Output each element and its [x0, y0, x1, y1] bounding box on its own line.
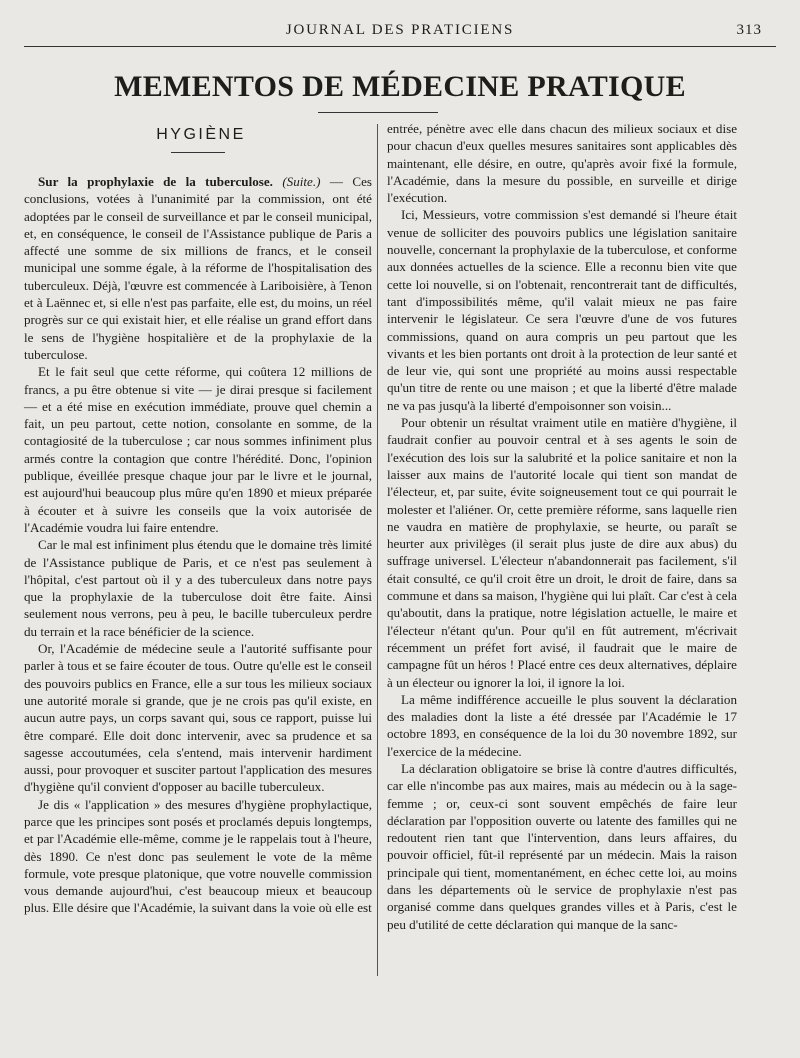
subheading: Sur la prophylaxie de la tuberculose.: [38, 174, 273, 189]
subheading-dash: —: [320, 174, 343, 189]
section-rule: [171, 152, 225, 153]
running-header: [24, 16, 776, 47]
left-column: [24, 120, 372, 917]
paragraph: entrée, pénètre avec elle dans chacun des milieux sociaux et dise pour chacun d'eux quelles mesures sanitaires sont applicables dès maintenant, elle désire, en outre, qu'après avoir fixé la formule, l'Académie, dans la mesure du possible, en surveille et dirige l'exécution.: [387, 121, 737, 206]
paragraph: Pour obtenir un résultat vraiment utile en matière d'hygiène, il faudrait confier au pouvoir central et à ses agents le soin de l'exécution des lois sur la salubrité et la police sanitaire et non la laisser aux mains de l'autorité locale qui tient son mandat de l'électeur, et, par suite, évite soigneusement tout ce qui pourrait le molester et l'aliéner. Or, cette première réforme, sans laquelle rien ne vaudra en matière de prophylaxie, se heurte, ou paraît se heurter aux privilèges (il serait plus juste de dire aux abus) du suffrage universel. L'électeur n'abandonnerait pas facilement, s'il était consulté, ce qu'il croit être un droit, le droit de faire, dans sa commune et dans sa maison, l'hygiène qui lui plaît. Car c'est à cela qu'aboutit, dans la pratique, notre législation actuelle, le maire et l'électeur n'étant qu'un. Pour qu'il en fût autrement, m'écrivait récemment un préfet fort avisé, il faudrait que le maire de campagne fût un héros ! Placé entre ces deux alternatives, déplaire à un électeur ou ignorer la loi, il ignore la loi.: [387, 415, 737, 690]
paragraph: Car le mal est infiniment plus étendu que le domaine très limité de l'Assistance publique de Paris, et ce n'est pas seulement à l'hôpital, c'est partout où il y a des tuberculeux dans notre pays que la prophylaxie de la tuberculose doit être faite. Ainsi seulement nous verrons, peu à peu, le bacille tuberculeux perdre du terrain et la race bénéficier de la science.: [24, 537, 372, 639]
subheading-suite: (Suite.): [282, 174, 321, 189]
journal-title: JOURNAL DES PRATICIENS: [285, 22, 515, 38]
section-title: HYGIÈNE: [156, 126, 246, 143]
page-title: MEMENTOS DE MÉDECINE PRATIQUE: [114, 70, 686, 103]
title-rule: [318, 112, 438, 113]
first-paragraph: [24, 173, 372, 363]
paragraph: La déclaration obligatoire se brise là contre d'autres difficultés, car elle n'incombe pas aux maires, mais au médecin ou à la sage-femme ; or, ceux-ci sont souvent empêchés de faire leur déclaration par l'opposition ouverte ou latente des familles qui ne redoutent rien tant que l'intervention, dans leurs affaires, du pouvoir officiel, fût-il représenté par un médecin. Mais la raison principale qui tient, momentanément, en échec cette loi, au moins dans les départements où le service de prophylaxie n'est pas organisé comme dans quelques grandes villes et à Paris, c'est le peu d'utilité de cette déclaration qui manque de la sanc-: [387, 760, 737, 932]
page-number: 313: [736, 22, 762, 38]
paragraph: Je dis « l'application » des mesures d'hygiène prophylactique, parce que les principes sont posés et proclamés depuis longtemps, et par l'Académie elle-même, comme je le rappelais tout à l'heure, dès 1890. Ce n'est donc pas seulement le vote de la même formule, vote presque platonique, que votre nouvelle commission vous demande aujourd'hui, c'est beaucoup mieux et beaucoup plus. Elle désire que l'Académie, la suivant dans la voie où elle est: [24, 796, 372, 916]
first-paragraph-text: Ces conclusions, votées à l'unanimité par la commission, ont été adoptées par le conseil de surveillance et par le conseil municipal, et, en conséquence, le conseil de l'Assistance publique de Paris a affecté une somme de six millions de francs, et le conseil municipal une somme égale, à la réforme de l'hospitalisation des tuberculeux. Déjà, l'œuvre est commencée à Lariboisière, à Tenon et à Laënnec et, si elle n'est pas parfaite, elle est, du moins, un réel progrès sur ce qui existait hier, et elle réalise un grand effort dans le sens de l'hygiène hospitalière et de la prophylaxie de la tuberculose.: [24, 174, 372, 362]
paragraph: Or, l'Académie de médecine seule a l'autorité suffisante pour parler à tous et se faire écouter de tous. Outre qu'elle est le conseil des pouvoirs publics en France, elle a sur tous les milieux sociaux une autorité morale si grande, que je ne crois pas qu'il existe, en aucun autre pays, un corps savant qui, sous ce rapport, puisse lui être comparé. Elle doit donc intervenir, avec sa prudence et sa sagesse accoutumées, cela s'entend, mais intervenir hardiment aussi, pour provoquer et susciter partout l'application des mesures d'hygiène qu'il convient d'opposer au bacille tuberculeux.: [24, 641, 372, 795]
paragraph: Ici, Messieurs, votre commission s'est demandé si l'heure était venue de solliciter des pouvoirs publics une législation sanitaire nouvelle, concernant la prophylaxie de la tuberculose, et conforme aux données actuelles de la science. Elle a reconnu bien vite que cette loi nouvelle, si on l'obtenait, rencontrerait tant de difficultés, tant d'impossibilités même, qu'il valait mieux ne pas faire intervenir le législateur. Ce sera l'œuvre d'une de vos futures commissions, quand on aura compris un peu partout que les vivants et les bien portants ont droit à la protection de leur santé et de leur vie, qui sont une propriété au moins aussi respectable qu'un titre de rente ou une maison ; et que la liberté d'être malade ne va pas jusqu'à la liberté d'empoisonner son voisin...: [387, 207, 737, 413]
column-divider: [377, 124, 378, 976]
paragraph: Et le fait seul que cette réforme, qui coûtera 12 millions de francs, a pu être obtenue si vite — je dirai presque si facilement — et a été mise en exécution immédiate, prouve quel chemin a fait, un peu partout, cette notion, consolante en somme, de la contagiosité de la tuberculose ; car nous sommes infiniment plus armés contre la contagion que contre l'hérédité. Donc, l'opinion publique, éveillée presque chaque jour par le livre et le journal, est aujourd'hui beaucoup plus mûre qu'en 1890 et mieux préparée à écouter et à suivre les conseils que la voix autorisée de l'Académie voudra lui faire entendre.: [24, 364, 372, 535]
paragraph: La même indifférence accueille le plus souvent la déclaration des maladies dont la liste a été dressée par l'Académie le 17 octobre 1893, en conséquence de la loi du 30 novembre 1892, sur l'exercice de la médecine.: [387, 691, 737, 759]
right-column: [387, 120, 737, 933]
